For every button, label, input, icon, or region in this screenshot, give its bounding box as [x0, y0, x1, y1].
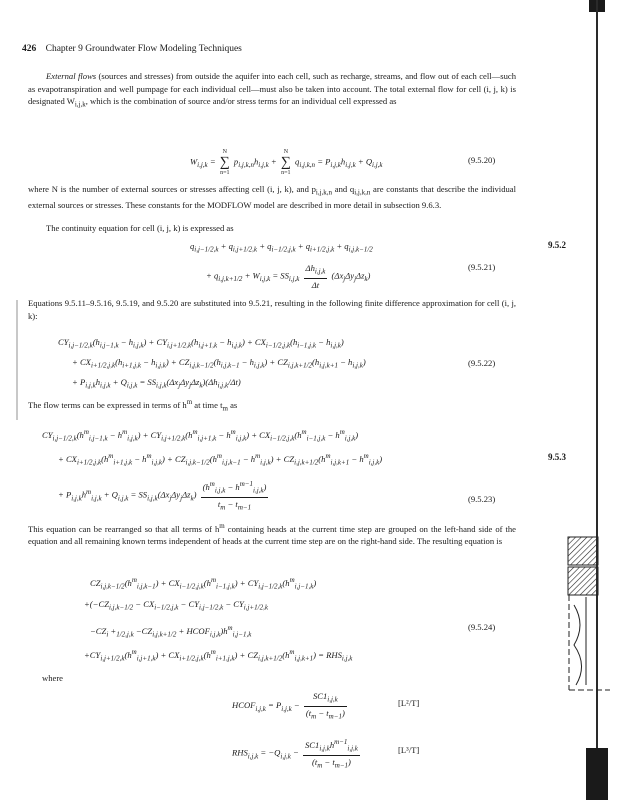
- eq20-P-sub: i,j,k: [330, 161, 341, 170]
- p1-text: (sources and stresses) from outside the aquifer into each cell, such as recharge, streams, and flow out of each cell—such as evapotranspiration and well pumpage for each individual cell—must also be taken into account. The total external flow for cell (i, j, k) is designated W: [28, 71, 516, 107]
- hcof-lhs-sub: i,j,k: [255, 704, 266, 713]
- eq23-fraction: $\frac{(h^m_{i,j,k} - h^{m-1}_{i,j,k})}{t_m - t_{m-1}}$: [202, 480, 267, 512]
- running-title: Chapter 9 Groundwater Flow Modeling Techniques: [45, 44, 242, 54]
- p5-rest: as: [227, 399, 238, 410]
- p1-rest: , which is the combination of source and/or stress terms for an individual cell expressed as: [85, 96, 397, 107]
- eq20-Q-sub: i,j,k: [372, 161, 383, 170]
- equation-9-5-21-line2: + $q_{i,j,k+1/2} + W_{i,j,k} = SS_{i,j,k}$ $\frac{\Delta h_{i,j,k}}{\Delta t}$ $(\Delta x_j\Delta y_j\Delta z_k)$: [206, 263, 371, 290]
- eq21-fraction: $\frac{\Delta h_{i,j,k}}{\Delta t}$: [305, 263, 326, 290]
- page-number: 426: [22, 44, 37, 54]
- eq20-lhs-sub: i,j,k: [197, 161, 208, 170]
- hcof-den-sub1: m: [311, 712, 317, 721]
- rhs-fraction: $\frac{SC1_{i,j,k}h^{m-1}_{i,j,k}}{(t_m - t_{m-1})}$: [305, 738, 358, 770]
- p2-text: where N is the number of external sources or stresses affecting cell (i, j, k), and p: [28, 184, 316, 194]
- eq20-rh: h: [340, 156, 346, 167]
- eq20-rh-sub: i,j,k: [345, 161, 356, 170]
- hcof-P: P: [276, 700, 282, 711]
- hatched-block-1: [568, 537, 598, 565]
- eq-number-9-5-22: (9.5.22): [468, 358, 496, 368]
- eq-number-9-5-21: (9.5.21): [468, 262, 496, 272]
- equation-9-5-24-line2: $+(-CZ_{i,j,k-1/2} - CX_{i-1/2,j,k} - CY_{i,j-1/2,k} - CY_{i,j+1/2,k}$: [84, 599, 268, 612]
- p2-sub2: i,j,k,n: [354, 188, 371, 197]
- p2-sub1: i,j,k,n: [315, 188, 333, 197]
- equation-9-5-24-line3: $-CZ_i +_{1/2,j,k} -CZ_{i,j,k+1/2}$ + $HCOF_{i,j,k})h^m_{i,j-1,k}$: [90, 624, 252, 639]
- term-external-flows: External flows: [46, 71, 97, 81]
- p5-sup: m: [186, 398, 193, 406]
- sum-top: N: [222, 149, 227, 155]
- running-header: [22, 44, 242, 54]
- eq20-h: h: [253, 156, 259, 167]
- rhs-units: [L³/T]: [398, 745, 420, 755]
- hcof-definition: $HCOF_{i,j,k} = P_{i,j,k}$ − $\frac{SC1_{i,j,k}}{(t_m - t_{m-1})}$: [232, 691, 345, 721]
- p5-sub: m: [222, 404, 228, 413]
- margin-section-9-5-2: 9.5.2: [548, 240, 566, 250]
- p2-mid: and q: [332, 184, 355, 194]
- margin-section-9-5-3: 9.5.3: [548, 452, 566, 462]
- eq20-p: p: [233, 156, 239, 167]
- paragraph-continuity: The continuity equation for cell (i, j, k) is expressed as: [46, 223, 234, 233]
- sum-symbol: N ∑ n=1: [219, 149, 230, 176]
- p5-mid: at time t: [192, 399, 223, 410]
- rhs-num-h-sub: i,j,k: [347, 744, 358, 753]
- equation-9-5-22-line1: $CY_{i,j-1/2,k}(h_{i,j-1,k} - h_{i,j,k}) + CY_{i,j+1/2,k}(h_{i,j+1,k} - h_{i,j,k}) + CX_{i-1/2,j,k}(h_{i-1,j,k} - h_{i,j,k})$: [58, 337, 344, 350]
- paragraph-substitution: Equations 9.5.11–9.5.16, 9.5.19, and 9.5.20 are substituted into 9.5.21, resulting in the following finite difference approximation for cell (i, j, k):: [28, 298, 516, 321]
- paragraph-external-flows: [28, 70, 516, 112]
- hcof-num-sub: i,j,k: [327, 695, 338, 704]
- hcof-units: [L²/T]: [398, 698, 420, 708]
- p6-sup: m: [219, 522, 225, 530]
- rhs-definition: $RHS_{i,j,k} = -Q_{i,j,k}$ − $\frac{SC1_{i,j,k}h^{m-1}_{i,j,k}}{(t_m - t_{m-1})}$: [232, 738, 358, 770]
- rhs-num: SC1: [305, 739, 320, 750]
- equation-9-5-24-line1: $CZ_{i,j,k-1/2}(h^m_{i,j,k-1}) + CX_{i-1/2,j,k}(h^m_{i-1,j,k}) + CY_{i,j-1/2,k}(h^m_{i,j-1,k})$: [90, 576, 317, 591]
- hcof-den-sub2: m−1: [328, 712, 342, 721]
- equation-9-5-22-line3: + $P_{i,j,k}h_{i,j,k} + Q_{i,j,k} = SS_{i,j,k}(\Delta x_j\Delta y_j\Delta z_k)(\Delta h_{i,j,k}/\Delta t)$: [72, 377, 241, 390]
- p6-rest: containing heads at the current time step are grouped on the left-hand side of the equation and all remaining known terms independent of heads at the current time step are on the right-hand side. The resulting equation is: [28, 523, 516, 547]
- rhs-num-h-sup: m−1: [334, 738, 348, 746]
- eq-number-9-5-23: (9.5.23): [468, 494, 496, 504]
- paragraph-where-n: [28, 183, 516, 212]
- spine-bottom-mark: [586, 748, 608, 800]
- hcof-lhs: HCOF: [232, 700, 256, 711]
- hcof-den-end: ): [341, 707, 345, 718]
- eq20-lhs: W: [190, 156, 198, 167]
- eq20-p-sub: i,j,k,n: [238, 161, 254, 170]
- hcof-num: SC1: [312, 691, 328, 701]
- equation-9-5-20: $W_{i,j,k}$ = N ∑ n=1 $p_{i,j,k,n}h_{i,j,k}$ + N ∑ n=1 $q_{i,j,k,n} = P_{i,j,k}h_{i,j,k} + Q_{i,j,k}$: [190, 149, 383, 176]
- eq20-q: q: [295, 156, 300, 167]
- eq-number-9-5-24: (9.5.24): [468, 622, 496, 632]
- p6-text: This equation can be rearranged so that all terms of h: [28, 523, 220, 534]
- equation-9-5-22-line2: + $CX_{i+1/2,j,k}(h_{i+1,j,k} - h_{i,j,k}) + CZ_{i,j,k-1/2}(h_{i,j,k-1} - h_{i,j,k}) + CZ_{i,j,k+1/2}(h_{i,j,k+1} - h_{i,j,k})$: [72, 357, 366, 370]
- hcof-den-mid: − t: [316, 707, 329, 718]
- margin-figure-fragment: [566, 535, 612, 695]
- equation-9-5-24-line4: $+CY_{i,j+1/2,k}(h^m_{i,j+1,k}) + CX_{i+1/2,j,k}(h^m_{i+1,j,k}) + CZ_{i,j,k+1/2}(h^m_{i,j,k+1}) = RHS_{i,j,k}$: [84, 648, 353, 663]
- gutter-shadow: [16, 300, 18, 420]
- sum-bottom: n=1: [220, 170, 230, 176]
- where-label: where: [42, 673, 63, 683]
- rhs-lhs: RHS: [232, 747, 248, 758]
- hcof-fraction: [304, 690, 347, 722]
- rhs-Q-sub: i,j,k: [280, 752, 291, 761]
- rhs-num-sub: i,j,k: [319, 744, 330, 753]
- eq20-Q: Q: [365, 156, 373, 167]
- sum-symbol-2: N ∑ n=1: [280, 149, 291, 176]
- equation-9-5-23-line1: $CY_{i,j-1/2,k}(h^m_{i,j-1,k} - h^m_{i,j,k}) + CY_{i,j+1/2,k}(h^m_{i,j+1,k} - h^m_{i,j,k}) + CX_{i-1/2,j,k}(h^m_{i-1,j,k} - h^m_{i,j,k})$: [42, 428, 359, 443]
- eq20-P: P: [325, 156, 331, 167]
- eq20-h-sub: i,j,k: [258, 161, 269, 170]
- rhs-num-h: h: [329, 739, 335, 750]
- eq20-q-sub: i,j,k,n: [299, 161, 316, 170]
- sum-top-2: N: [283, 149, 289, 155]
- equation-9-5-21-line1: $q_{i,j-1/2,k} + q_{i,j+1/2,k} + q_{i-1/2,j,k} + q_{i+1/2,j,k} + q_{i,j,k-1/2}$: [190, 241, 373, 254]
- rhs-Q: −Q: [268, 747, 281, 758]
- hatched-block-2: [568, 567, 598, 595]
- p5-text: The flow terms can be expressed in terms of h: [28, 399, 187, 410]
- p2-rest: are constants that describe the individual external sources or stresses. These constants for the MODFLOW model are described in more detail in subsection 9.6.3.: [28, 184, 516, 211]
- paragraph-rearranged: [28, 520, 516, 548]
- equation-9-5-23-line2: + $CX_{i+1/2,j,k}(h^m_{i+1,j,k} - h^m_{i,j,k}) + CZ_{i,j,k-1/2}(h^m_{i,j,k-1} - h^m_{i,j,k}) + CZ_{i,j,k+1/2}(h^m_{i,j,k+1} - h^m_{i,j,k})$: [58, 452, 383, 467]
- sum-bottom-2: n=1: [281, 170, 291, 176]
- hcof-P-sub: i,j,k: [281, 704, 292, 713]
- rhs-lhs-sub: i,j,k: [247, 752, 259, 761]
- hcof-den: (t: [305, 707, 312, 718]
- equation-9-5-23-line3: + $P_{i,j,k}h^m_{i,j,k} + Q_{i,j,k} = SS_{i,j,k}(\Delta x_j\Delta y_j\Delta z_k)$ $\frac{(h^m_{i,j,k} - h^{m-1}_{i,j,k})}{t_m - t_{m-1}}$: [58, 480, 267, 512]
- eq-number-9-5-20: (9.5.20): [468, 155, 496, 165]
- paragraph-flow-terms: [28, 396, 516, 415]
- p1-sub: i,j,k: [74, 100, 86, 109]
